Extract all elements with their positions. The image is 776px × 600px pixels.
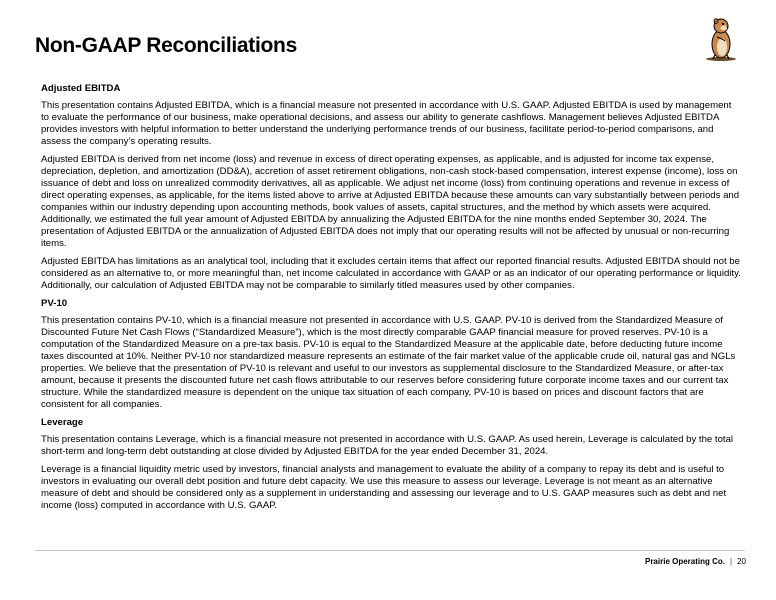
ebitda-paragraph-3: Adjusted EBITDA has limitations as an analytical tool, including that it excludes certain items that affect our reported financial results. Adjusted EBITDA should not be considered as an alternative to, or more meaningful than, net income calculated in accordance with GAAP or as an indicator of our operating performance or liquidity. Additionally, our calculation of Adjusted EBITDA may not be comparable to similarly titled measures used by other companies. bbox=[41, 256, 741, 291]
page-title: Non-GAAP Reconciliations bbox=[35, 34, 297, 57]
section-heading-adjusted-ebitda: Adjusted EBITDA bbox=[41, 83, 121, 94]
ebitda-paragraph-1: This presentation contains Adjusted EBITDA, which is a financial measure not presented in accordance with U.S. GAAP. Adjusted EBITDA is used by management to evaluate the performance of our business, make operational decisions, and assess our ability to generate cashflows. Management believes Adjusted EBITDA provides investors with helpful information to better understand the underlying performance trends of our business, facilitate period-to-period comparisons, and assess the company’s operating results. bbox=[41, 100, 732, 147]
section-heading-leverage: Leverage bbox=[41, 417, 84, 428]
footer bbox=[645, 557, 746, 566]
page-number: 20 bbox=[737, 557, 746, 566]
pv10-paragraph-1: This presentation contains PV-10, which is a financial measure not presented in accordance with U.S. GAAP. PV-10 is derived from the Standardized Measure of Discounted Future Net Cash Flows (“Standardized Measure”), which is the most directly comparable GAAP financial measure for proved reserves. PV-10 is a computation of the Standardized Measure on a pre-tax basis. PV-10 is equal to the Standardized Measure at the applicable date, before deducting future income taxes discounted at 10%. Neither PV-10 nor standardized measure represents an estimate of the fair market value of the applicable crude oil, natural gas and NGLs properties. We believe that the presentation of PV-10 is relevant and useful to our investors as supplemental disclosure to the Standardized Measure, or after-tax amount, because it presents the discounted future net cash flows attributable to our reserves before considering future corporate income taxes and our current tax structure. While the standardized measure is dependent on the unique tax situation of each company, PV-10 is based on prices and discount factors that are consistent for all companies. bbox=[41, 315, 736, 410]
leverage-paragraph-1: This presentation contains Leverage, which is a financial measure not presented in accordance with U.S. GAAP. As used herein, Leverage is calculated by the total short-term and long-term debt outstanding at close divided by Adjusted EBITDA for the year ended December 31, 2024. bbox=[41, 434, 734, 457]
leverage-paragraph-2: Leverage is a financial liquidity metric used by investors, financial analysts and management to evaluate the ability of a company to repay its debt and is useful to investors in evaluating our overall debt position and future debt capacity. We use this measure to assess our leverage. Leverage is not meant as an alternative measure of debt and should be considered only as a supplement in understanding and assessing our leverage and to U.S. GAAP measures such as debt and net income (loss) computed in accordance with U.S. GAAP. bbox=[41, 464, 727, 511]
prairie-dog-logo-icon bbox=[703, 15, 739, 61]
section-heading-pv10: PV-10 bbox=[41, 298, 68, 309]
document-body bbox=[41, 83, 741, 518]
ebitda-paragraph-2: Adjusted EBITDA is derived from net income (loss) and revenue in excess of direct operating expenses, as applicable, and is adjusted for income tax expense, depreciation, depletion, and amortization (DD&A), accretion of asset retirement obligations, non-cash stock-based compensation, interest expense (income), loss on issuance of debt and loss on unrealized commodity derivatives, all as applicable. We adjust net income (loss) from continuing operations and revenue in excess of direct operating expenses, as applicable, for the items listed above to arrive at Adjusted EBITDA because these amounts can vary substantially between periods and companies within our industry depending upon accounting methods, book values of assets, capital structures, and the method by which assets were acquired. Additionally, we estimated the full year amount of Adjusted EBITDA by annualizing the Adjusted EBITDA for the nine months ended September 30, 2024. The presentation of Adjusted EBITDA or the annualization of Adjusted EBITDA does not imply that our operating results will not be affected by unusual or non-recurring items. bbox=[41, 154, 740, 249]
footer-company-name: Prairie Operating Co. bbox=[644, 557, 726, 566]
footer-divider bbox=[35, 550, 745, 551]
footer-separator: | bbox=[730, 557, 733, 566]
